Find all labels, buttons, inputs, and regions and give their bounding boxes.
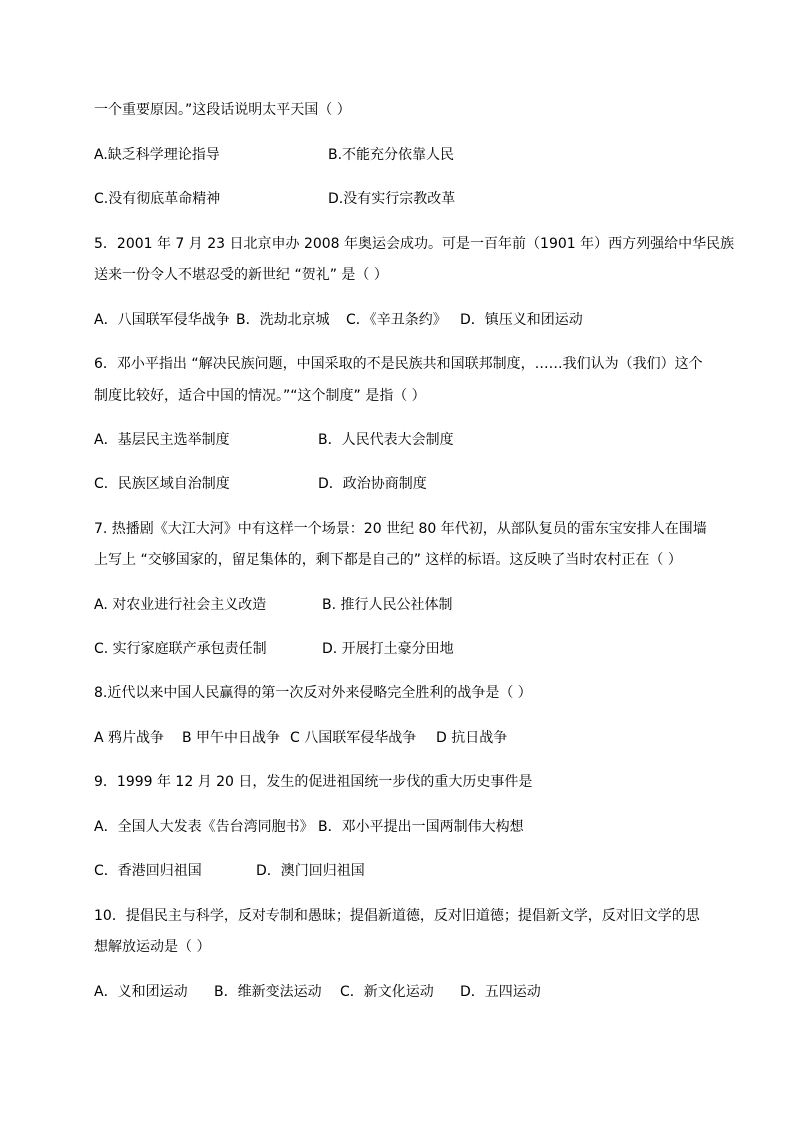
option-a: A．八国联军侵华战争 — [94, 312, 230, 328]
question-5-stem-line-1: 5．2001 年 7 月 23 日北京申办 2008 年奥运会成功。可是一百年前（1901 年）西方列强给中华民族 — [94, 236, 735, 252]
option-c: C. 实行家庭联产承包责任制 — [94, 641, 267, 657]
option-d: D.没有实行宗教改革 — [328, 191, 456, 207]
option-a: A. 对农业进行社会主义改造 — [94, 597, 267, 613]
option-c: C.没有彻底革命精神 — [94, 191, 221, 207]
option-c: C．香港回归祖国 — [94, 863, 202, 879]
option-a: A．基层民主选举制度 — [94, 432, 230, 448]
question-6-stem-line-2: 制度比较好，适合中国的情况。”“这个制度” 是指（ ） — [94, 388, 426, 404]
option-d: D．政治协商制度 — [318, 476, 427, 492]
question-7-stem-line-1: 7. 热播剧《大江大河》中有这样一个场景：20 世纪 80 年代初，从部队复员的雷东宝安排人在围墙 — [94, 521, 707, 537]
option-b: B.不能充分依靠人民 — [328, 147, 455, 163]
option-b: B．邓小平提出一国两制伟大构想 — [318, 819, 524, 835]
option-a: A 鸦片战争 — [94, 730, 165, 746]
question-9-stem: 9．1999 年 12 月 20 日，发生的促进祖国统一步伐的重大历史事件是 — [94, 774, 533, 790]
question-continuation-text: 一个重要原因。”这段话说明太平天国（ ） — [94, 102, 351, 118]
option-a: A．义和团运动 — [94, 984, 188, 1000]
option-d: D．五四运动 — [460, 984, 541, 1000]
question-6-stem-line-1: 6．邓小平指出 “解决民族问题，中国采取的不是民族共和国联邦制度，……我们认为（我们）这个 — [94, 356, 703, 372]
option-b: B 甲午中日战争 — [182, 730, 281, 746]
option-b: B．人民代表大会制度 — [318, 432, 454, 448]
option-c: C．民族区域自治制度 — [94, 476, 230, 492]
option-d: D 抗日战争 — [436, 730, 508, 746]
option-b: B．洗劫北京城 — [236, 312, 330, 328]
option-d: D．澳门回归祖国 — [256, 863, 365, 879]
option-d: D．镇压义和团运动 — [460, 312, 583, 328]
option-d: D. 开展打土豪分田地 — [322, 641, 454, 657]
option-c: C．新文化运动 — [340, 984, 434, 1000]
question-10-stem-line-1: 10．提倡民主与科学，反对专制和愚昧；提倡新道德，反对旧道德；提倡新文学，反对旧文学的思 — [94, 908, 700, 924]
option-b: B. 推行人民公社体制 — [322, 597, 453, 613]
question-8-stem: 8.近代以来中国人民赢得的第一次反对外来侵略完全胜利的战争是（ ） — [94, 685, 532, 701]
option-a: A.缺乏科学理论指导 — [94, 147, 220, 163]
option-b: B．维新变法运动 — [214, 984, 322, 1000]
option-a: A．全国人大发表《告台湾同胞书》 — [94, 819, 314, 835]
question-7-stem-line-2: 上写上 “交够国家的，留足集体的，剩下都是自己的” 这样的标语。这反映了当时农村正在（ ） — [94, 552, 682, 568]
option-c: C 八国联军侵华战争 — [290, 730, 417, 746]
question-5-stem-line-2: 送来一份令人不堪忍受的新世纪 “贺礼” 是（ ） — [94, 267, 388, 283]
option-c: C．《辛丑条约》 — [346, 312, 447, 328]
question-10-stem-line-2: 想解放运动是（ ） — [94, 939, 211, 955]
